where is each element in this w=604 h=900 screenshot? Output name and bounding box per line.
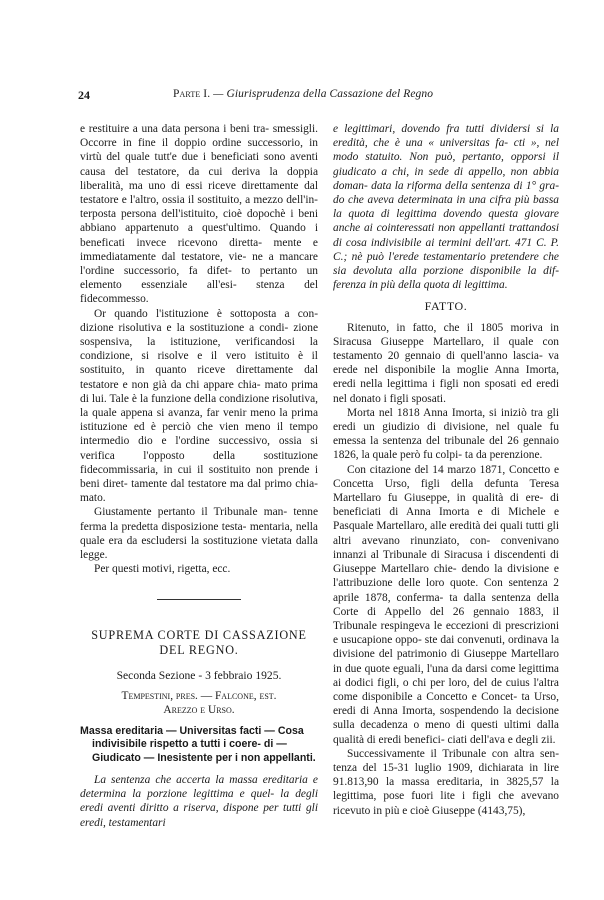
text-line: dendo la divisione e l'attribuzione delle loro [333, 563, 559, 590]
court-heading [80, 628, 318, 658]
text-line: do che aveva determinata in una cifra [333, 194, 512, 207]
text-line: Con citazione del 14 marzo 1871, Concetto [347, 463, 551, 476]
text-line: ed è perciò che vien meno il tempo intermedio [80, 421, 318, 448]
section-label: Parte I. [173, 88, 211, 100]
text-line: patrimonio di Giuseppe Martellaro in due [333, 648, 559, 675]
text-line: Siracusa Giuseppe Martellaro, il quale con [333, 335, 559, 348]
text-line: terposta persona dell'istituito, cioè dopochè [80, 208, 286, 221]
text-line: avanza, far venir meno la prima istituzione [80, 407, 319, 434]
text-line: ta dalla sentenza della Corte di Appello del [333, 591, 559, 618]
text-line: Massa ereditaria — Universitas facti — [80, 724, 275, 737]
text-line: l'altro, ossia il sostituito, a mezzo dell'in- [129, 194, 318, 207]
text-line: dizione risolutiva e la sostituzione a condi- [80, 321, 289, 334]
text-line: eccezioni di prescrizioni e usucapione oppo- [333, 619, 560, 647]
text-line: tenza del 15-31 luglio 1909, dichiarata in lire [333, 761, 559, 774]
text-line: to pertanto un elemento essenziale all'esi- [80, 265, 318, 292]
text-line: la condizione, si risolve e il vero istituito è [80, 336, 318, 363]
text-line: Imorta, eredi nella legittima i figli non [333, 364, 559, 391]
text-line: sposati ed eredi nel donato i figli sposati. [333, 378, 559, 405]
text-line: quali tutti gli altri avevano rinunziato, con- [333, 520, 559, 547]
text-line: ste dai convenuti, ordinava la divisione del [333, 634, 559, 661]
fatto-paragraph-3 [333, 463, 559, 747]
headnote-continued [333, 122, 559, 292]
text-line: di essi riceve direttamente dal testatore e [80, 179, 318, 207]
text-line: si la eredità, che è una « universitas fa- [333, 123, 559, 150]
fatto-paragraph-4 [333, 747, 559, 818]
text-line: ciati dell'ava e degli zii. [447, 733, 556, 746]
text-line: e determina la porzione legittima e quel- [80, 773, 318, 801]
left-column [80, 122, 318, 830]
text-line: zione sospensiva, la istituzione, verificandosi [80, 321, 318, 349]
text-line: questa giovare anche ai cointeressati non [333, 208, 559, 235]
text-line: dal testatore e non già da chi appare chia- [80, 364, 318, 391]
fatto-paragraph-2 [333, 406, 559, 463]
text-line: i discendenti di Giuseppe Martellaro chie- [333, 548, 559, 576]
text-line: più bassa la quota di legittima dovendo [333, 194, 559, 221]
right-column [333, 122, 559, 818]
text-line: appellanti trattandosi di cosa indivisibile [333, 222, 559, 249]
fatto-paragraph-1 [333, 321, 559, 406]
text-line: tra gli eredi un giudizio di divisione, nel [333, 406, 559, 434]
text-line: 26 gennaio 1883, il Tribunale respingeva le [333, 605, 559, 632]
text-line: Ritenuto, in fatto, che il 1805 moriva in [347, 321, 559, 334]
text-line: smessigli. Occorre in fine il doppio ordine [80, 123, 318, 150]
text-line: va erede nel disponibile la moglie Anna [333, 350, 559, 377]
fatto-heading: FATTO. [424, 299, 468, 314]
text-line: ai dodici figli, o chi per loro, del de cuius [333, 676, 530, 689]
text-line: Successivamente il Tribunale con altra sen- [347, 747, 559, 760]
text-line: di — Giudicato — Inesistente per i non [92, 738, 287, 764]
heading-line: DEL REGNO. [159, 642, 239, 657]
text-line: dio e l'ordine successivo, ossia si verifica [80, 435, 318, 462]
text-line: quote eguali, l'una da darsi come legittima [364, 662, 559, 675]
text-line: devoluta alla porzione disponibile la dif- [353, 265, 559, 278]
text-line: e Concetta Urso, figli della defunta Teresa [333, 463, 559, 490]
text-line: tenne ferma la predetta disposizione testa- [80, 506, 319, 533]
text-line: mato. [80, 492, 106, 505]
heading-line: Arezzo e Urso. [163, 703, 235, 716]
paragraph-2 [80, 307, 318, 506]
text-line: Non può, pertanto, opporsi il giudicato a [333, 151, 559, 178]
judges [80, 689, 318, 717]
text-line: in cui il sostituito non prende i beni diret- [80, 463, 318, 491]
heading-line: SUPREMA CORTE DI CASSAZIONE [91, 627, 307, 642]
text-line: Cosa indivisibile rispetto a tutti i coere- [92, 724, 304, 751]
text-line: e restituire a una data persona i beni tra- [80, 123, 270, 135]
text-line: ne a mancare l'ordine successorio, fa difet- [80, 250, 318, 278]
text-line: quote. Con sentenza 2 aprile 1878, conferma- [333, 577, 559, 604]
text-line: l'erede testamentario pretendere che sia [333, 250, 559, 278]
headnote [80, 773, 318, 830]
text-line: la degli eredi aventi diritto a riserva, [80, 788, 319, 815]
running-title-text: — Giurisprudenza della Cassazione del Regno [213, 88, 434, 100]
text-line: convenivano innanzi al Tribunale di Siracusa [333, 534, 559, 561]
section-divider [157, 599, 241, 600]
text-line: tamente dal testatore ma dal primo chia- [131, 478, 318, 491]
text-line: cti », nel modo statuito. [333, 137, 559, 164]
text-line: i beni abbiano appartenuto a quest'ultimo. [80, 208, 318, 235]
text-line: mentaria, nella quale era da escludersi la [80, 520, 318, 547]
text-line: ta da perenzione. [464, 449, 543, 462]
text-line: ferenza in più della quota di legittima. [333, 279, 508, 292]
text-line: Or quando l'istituzione è sottoposta a con- [94, 307, 318, 320]
text-line: Giustamente pertanto il Tribunale man- [94, 506, 288, 519]
text-line: Quando i beneficati invece ricevono diretta- [80, 222, 318, 249]
paragraph-4: Per questi motivi, rigetta, ecc. [94, 563, 231, 576]
text-line: Martellaro fu Giuseppe, in qualità di ere- [333, 492, 544, 505]
text-line: l'opposto della sostituzione fidecommissaria, [80, 449, 318, 476]
text-line: chi, in sede di appello, non abbia doman- [333, 165, 559, 192]
text-line: del 26 gennaio 1826, la quale però fu colpi- [333, 435, 559, 462]
paragraph-3 [80, 505, 318, 562]
text-line: e Pasquale Martellaro, alle eredità dei [333, 506, 559, 533]
text-line: mato prima di lui. Tale è la funzione della [80, 378, 318, 405]
session-date: Seconda Sezione - 3 febbraio 1925. [116, 668, 282, 682]
text-line: dispone per tutti gli eredi, testamentari [80, 802, 318, 829]
text-line: ai termini dell'art. 471 C. P. C.; nè può [333, 236, 559, 263]
running-title [173, 88, 433, 100]
text-line: beneficiati sono aventi causa del testatore, [80, 151, 318, 178]
text-line: quale fu emessa la sentenza del tribunale [333, 421, 559, 448]
text-line: successorio, in virtù del quale tutt'e due i [80, 137, 318, 164]
text-line: 91.813,90 la massa ereditaria, in 3825,57 la [333, 776, 559, 789]
massima-keywords [80, 725, 318, 765]
text-line: da cui deriva la doppia liberalità, ma uno [80, 165, 318, 192]
text-line: ta Urso, eredi di Anna Imorta, sospendendo [333, 690, 559, 718]
text-line: testamento 20 gennaio di quell'anno lascia- [333, 350, 543, 363]
text-line: di beneficiati di Anna Imorta e di Michele [333, 492, 559, 519]
paragraph-1 [80, 122, 318, 307]
text-line: l'altra come disponibile a Concetto e Concet- [333, 676, 559, 703]
text-line: sostituzione vietata dalla legge. [80, 534, 318, 562]
text-line: Morta nel 1818 Anna Imorta, si iniziò [347, 406, 527, 419]
text-line: La sentenza che accerta la massa ereditaria [94, 773, 308, 786]
text-line: il sostituito, in quanto riceve direttamente [80, 350, 318, 377]
text-line: stenza del fidecommesso. [80, 279, 318, 306]
text-line: ricevuto in più e cioè Giuseppe (4143,75), [333, 804, 526, 817]
text-line: la decisione sulla decadenza o meno di [333, 705, 559, 732]
text-line: questi ultimi dalla qualità di eredi benefici- [333, 719, 559, 746]
page-header [78, 88, 548, 104]
text-line: legittima, pose fuori lite i figli che avevano [333, 790, 559, 803]
page-number: 24 [78, 88, 90, 102]
text-line: e legittimari, dovendo fra tutti dividersi [333, 123, 531, 135]
heading-line: Tempestini, pres. — Falcone, est. [121, 689, 277, 702]
text-line: appellanti. [263, 751, 316, 764]
text-line: mente e immediatamente dal testatore, vie- [80, 236, 318, 263]
text-line: condizione risolutiva, la quale appena si [80, 392, 318, 420]
text-line: data la riforma della sentenza di 1° gra- [371, 179, 559, 192]
